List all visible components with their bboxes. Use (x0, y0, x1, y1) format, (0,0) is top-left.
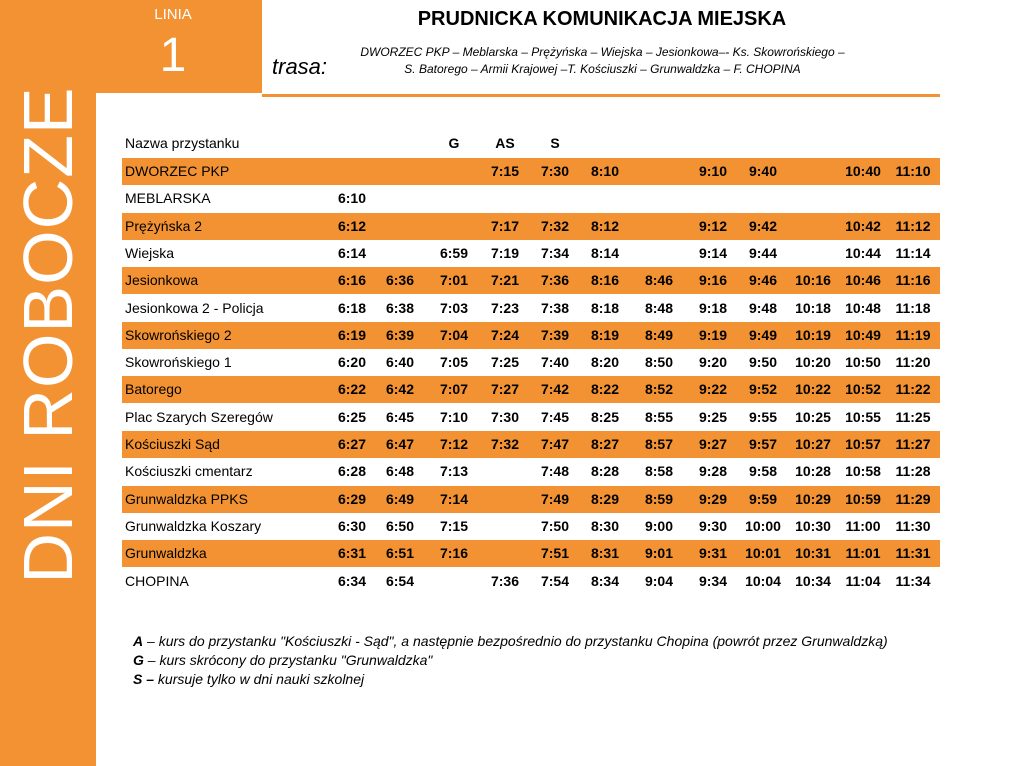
departure-time (378, 213, 422, 240)
departure-time: 7:25 (490, 354, 520, 371)
table-row (122, 513, 940, 540)
footnote (133, 651, 888, 670)
column-note (637, 130, 681, 157)
departure-time: 8:12 (590, 217, 620, 234)
stop-name: Kościuszki Sąd (125, 436, 220, 452)
column-note: AS (495, 135, 515, 151)
departure-time: 11:34 (895, 572, 931, 589)
column-note (691, 130, 735, 157)
departure-time: 7:40 (540, 354, 570, 371)
departure-time: 10:49 (845, 326, 881, 343)
company-title: PRUDNICKA KOMUNIKACJA MIEJSKA (417, 8, 787, 30)
departure-time: 7:36 (540, 272, 570, 289)
departure-time: 9:28 (698, 463, 728, 480)
departure-time (432, 568, 476, 595)
departure-time: 10:04 (745, 572, 781, 589)
table-row (122, 568, 940, 595)
departure-time: 10:29 (795, 490, 831, 507)
departure-time (637, 185, 681, 212)
departure-time: 11:29 (895, 490, 931, 507)
departure-time: 6:27 (337, 436, 367, 452)
departure-time: 8:31 (590, 545, 620, 562)
departure-time: 8:59 (644, 490, 674, 507)
departure-time: 9:10 (698, 163, 728, 179)
footnote (133, 670, 888, 689)
departure-time: 9:58 (748, 463, 778, 480)
departure-time: 9:01 (644, 545, 674, 562)
departure-time: 6:18 (337, 299, 367, 316)
departure-time: 10:01 (745, 545, 781, 562)
departure-time: 9:19 (698, 326, 728, 343)
departure-time: 8:49 (644, 326, 674, 343)
departure-time: 10:48 (845, 299, 881, 316)
departure-time: 8:34 (590, 572, 620, 589)
stop-name: MEBLARSKA (125, 190, 211, 207)
departure-time: 9:34 (698, 572, 728, 589)
departure-time: 7:14 (439, 490, 469, 507)
departure-time: 11:16 (895, 272, 931, 289)
departure-time: 10:25 (795, 408, 831, 425)
departure-time: 7:15 (439, 517, 469, 534)
departure-time: 7:21 (490, 272, 520, 289)
departure-time: 10:55 (845, 408, 881, 425)
stop-name: Skowrońskiego 1 (125, 354, 232, 371)
departure-time: 7:32 (490, 436, 520, 452)
footnote (133, 632, 888, 651)
departure-time: 10:42 (845, 217, 881, 234)
departure-time: 8:14 (590, 244, 620, 261)
column-note (330, 130, 374, 157)
footnotes (133, 632, 888, 689)
column-note (741, 130, 785, 157)
stop-name: Grunwaldzka Koszary (125, 517, 262, 534)
departure-time: 11:30 (895, 517, 931, 534)
table-row (122, 158, 940, 185)
departure-time: 9:59 (748, 490, 778, 507)
departure-time: 7:49 (540, 490, 570, 507)
departure-time: 11:00 (845, 517, 881, 534)
departure-time: 8:29 (590, 490, 620, 507)
footnote-key: G (133, 652, 144, 668)
departure-time: 9:18 (698, 299, 728, 316)
departure-time: 7:15 (490, 163, 520, 179)
departure-time: 11:27 (895, 436, 931, 452)
departure-time (891, 185, 935, 212)
departure-time: 6:49 (385, 490, 415, 507)
departure-time: 6:38 (385, 299, 415, 316)
departure-time: 10:40 (845, 163, 881, 179)
departure-time: 7:13 (439, 463, 469, 480)
departure-time: 7:24 (490, 326, 520, 343)
table-row (122, 185, 940, 212)
departure-time: 7:05 (439, 354, 469, 371)
table-row (122, 267, 940, 294)
departure-time: 6:59 (439, 244, 469, 261)
stop-column-header: Nazwa przystanku (125, 135, 240, 151)
departure-time: 6:40 (385, 354, 415, 371)
header-divider (262, 94, 940, 97)
side-band (0, 0, 96, 766)
departure-time: 7:36 (490, 572, 520, 589)
departure-time: 11:31 (895, 545, 931, 562)
table-row (122, 376, 940, 403)
departure-time: 6:51 (385, 545, 415, 562)
departure-time: 7:01 (439, 272, 469, 289)
route-line-1: DWORZEC PKP – Meblarska – Prężyńska – Wiejska – Jesionkowa–- Ks. Skowrońskiego – (360, 45, 845, 59)
departure-time: 6:34 (337, 572, 367, 589)
departure-time: 11:22 (895, 381, 931, 398)
table-header-row (122, 130, 940, 157)
departure-time: 6:14 (337, 244, 367, 261)
footnote-key: S – (133, 671, 155, 687)
departure-time: 10:31 (795, 545, 831, 562)
departure-time: 7:42 (540, 381, 570, 398)
departure-time (841, 185, 885, 212)
column-note (378, 130, 422, 157)
departure-time: 9:48 (748, 299, 778, 316)
departure-time: 10:44 (845, 244, 881, 261)
departure-time: 11:10 (895, 163, 931, 179)
departure-time: 8:58 (644, 463, 674, 480)
departure-time: 9:27 (698, 436, 728, 452)
departure-time: 7:47 (540, 436, 570, 452)
departure-time: 7:03 (439, 299, 469, 316)
column-note (891, 130, 935, 157)
departure-time: 6:42 (385, 381, 415, 398)
departure-time: 10:27 (795, 436, 831, 452)
stop-name: CHOPINA (125, 572, 189, 589)
table-row (122, 295, 940, 322)
column-note (841, 130, 885, 157)
departure-time: 7:12 (439, 436, 469, 452)
departure-time: 7:32 (540, 217, 570, 234)
departure-time: 6:30 (337, 517, 367, 534)
table-row (122, 458, 940, 485)
departure-time: 6:16 (337, 272, 367, 289)
departure-time: 11:04 (845, 572, 881, 589)
departure-time: 9:57 (748, 436, 778, 452)
departure-time (330, 158, 374, 185)
departure-time: 7:39 (540, 326, 570, 343)
stop-name: Wiejska (125, 244, 175, 261)
departure-time (791, 158, 835, 185)
departure-time: 6:39 (385, 326, 415, 343)
departure-time: 11:19 (895, 326, 931, 343)
table-row (122, 486, 940, 513)
departure-time: 6:22 (337, 381, 367, 398)
departure-time: 11:25 (895, 408, 931, 425)
departure-time: 8:50 (644, 354, 674, 371)
departure-time: 6:20 (337, 354, 367, 371)
departure-time: 8:19 (590, 326, 620, 343)
departure-time: 9:16 (698, 272, 728, 289)
departure-time (432, 213, 476, 240)
departure-time: 9:42 (748, 217, 778, 234)
departure-time: 11:18 (895, 299, 931, 316)
departure-time (483, 513, 527, 540)
departure-time: 8:25 (590, 408, 620, 425)
stop-name: Jesionkowa 2 - Policja (125, 299, 264, 316)
departure-time: 7:38 (540, 299, 570, 316)
departure-time (637, 158, 681, 185)
table-row (122, 540, 940, 567)
departure-time: 9:22 (698, 381, 728, 398)
departure-time (583, 185, 627, 212)
departure-time: 8:46 (644, 272, 674, 289)
departure-time: 7:54 (540, 572, 570, 589)
departure-time: 6:12 (337, 217, 367, 234)
departure-time: 6:36 (385, 272, 415, 289)
departure-time: 9:04 (644, 572, 674, 589)
departure-time: 7:27 (490, 381, 520, 398)
departure-time: 8:27 (590, 436, 620, 452)
route-description (335, 44, 870, 78)
stop-name: Jesionkowa (125, 272, 199, 289)
departure-time: 6:54 (385, 572, 415, 589)
departure-time: 9:44 (748, 244, 778, 261)
departure-time: 7:51 (540, 545, 570, 562)
departure-time: 9:46 (748, 272, 778, 289)
departure-time (637, 213, 681, 240)
footnote-text: – kurs skrócony do przystanku "Grunwaldzka" (143, 652, 433, 668)
footnote-key: A (133, 633, 144, 649)
stop-name: Grunwaldzka (125, 545, 207, 562)
departure-time: 10:20 (795, 354, 831, 371)
departure-time (791, 240, 835, 267)
departure-time (483, 540, 527, 567)
departure-time: 7:30 (490, 408, 520, 425)
departure-time: 9:00 (644, 517, 674, 534)
departure-time: 9:49 (748, 326, 778, 343)
departure-time: 9:52 (748, 381, 778, 398)
departure-time: 8:10 (590, 163, 620, 179)
departure-time: 11:01 (845, 545, 881, 562)
departure-time (483, 458, 527, 485)
stop-name: Prężyńska 2 (125, 217, 203, 234)
day-type-title: DNI ROBOCZE (9, 86, 87, 584)
departure-time: 6:25 (337, 408, 367, 425)
departure-time: 7:48 (540, 463, 570, 480)
departure-time: 9:55 (748, 408, 778, 425)
stop-name: Grunwaldzka PPKS (125, 490, 248, 507)
departure-time (483, 185, 527, 212)
departure-time: 9:20 (698, 354, 728, 371)
departure-time (533, 185, 577, 212)
departure-time: 7:30 (540, 163, 570, 179)
departure-time: 8:57 (644, 436, 674, 452)
departure-time: 6:19 (337, 326, 367, 343)
departure-time: 8:55 (644, 408, 674, 425)
departure-time: 8:28 (590, 463, 620, 480)
departure-time (691, 185, 735, 212)
departure-time: 7:17 (490, 217, 520, 234)
departure-time: 10:59 (845, 490, 881, 507)
column-note: G (448, 135, 460, 151)
departure-time (378, 185, 422, 212)
departure-time: 6:31 (337, 545, 367, 562)
departure-time: 6:50 (385, 517, 415, 534)
departure-time: 7:34 (540, 244, 570, 261)
departure-time: 10:28 (795, 463, 831, 480)
departure-time (432, 185, 476, 212)
departure-time (378, 158, 422, 185)
departure-time: 6:47 (385, 436, 415, 452)
departure-time: 9:12 (698, 217, 728, 234)
stop-name: Batorego (125, 381, 182, 398)
departure-time: 10:58 (845, 463, 881, 480)
departure-time: 8:30 (590, 517, 620, 534)
departure-time: 9:31 (698, 545, 728, 562)
line-number: 1 (159, 29, 187, 82)
departure-time: 9:40 (748, 163, 778, 179)
departure-time: 6:48 (385, 463, 415, 480)
departure-time: 7:45 (540, 408, 570, 425)
departure-time: 10:30 (795, 517, 831, 534)
departure-time: 7:10 (439, 408, 469, 425)
stop-name: Kościuszki cmentarz (125, 463, 253, 480)
departure-time: 6:45 (385, 408, 415, 425)
route-label: trasa: (272, 54, 328, 79)
column-note (583, 130, 627, 157)
departure-time: 6:10 (337, 190, 367, 207)
departure-time: 10:46 (845, 272, 881, 289)
departure-time: 8:48 (644, 299, 674, 316)
table-row (122, 431, 940, 458)
departure-time (741, 185, 785, 212)
stop-name: Skowrońskiego 2 (125, 326, 232, 343)
departure-time (483, 486, 527, 513)
route-line-2: S. Batorego – Armii Krajowej –T. Kościuszki – Grunwaldzka – F. CHOPINA (404, 62, 801, 76)
departure-time: 9:50 (748, 354, 778, 371)
departure-time: 10:18 (795, 299, 831, 316)
column-note: S (550, 135, 560, 151)
departure-time (637, 240, 681, 267)
departure-time: 11:20 (895, 354, 931, 371)
departure-time: 9:30 (698, 517, 728, 534)
departure-time: 9:14 (698, 244, 728, 261)
departure-time: 10:52 (845, 381, 881, 398)
table-row (122, 349, 940, 376)
stop-name: DWORZEC PKP (125, 163, 230, 179)
departure-time (432, 158, 476, 185)
line-label: LINIA (154, 6, 192, 23)
departure-time (791, 185, 835, 212)
departure-time: 11:14 (895, 244, 931, 261)
departure-time: 10:57 (845, 436, 881, 452)
departure-time: 10:50 (845, 354, 881, 371)
departure-time: 7:23 (490, 299, 520, 316)
departure-time (791, 213, 835, 240)
table-row (122, 213, 940, 240)
departure-time (378, 240, 422, 267)
departure-time: 8:20 (590, 354, 620, 371)
departure-time: 8:18 (590, 299, 620, 316)
departure-time: 10:34 (795, 572, 831, 589)
departure-time: 7:16 (439, 545, 469, 562)
departure-time: 6:28 (337, 463, 367, 480)
departure-time: 7:19 (490, 244, 520, 261)
departure-time: 10:16 (795, 272, 831, 289)
departure-time: 11:28 (895, 463, 931, 480)
departure-time: 8:22 (590, 381, 620, 398)
footnote-text: – kurs do przystanku "Kościuszki - Sąd", a następnie bezpośrednio do przystanku Chopina (powrót przez Grunwaldzką) (143, 633, 888, 649)
table-row (122, 404, 940, 431)
stop-name: Plac Szarych Szeregów (125, 408, 273, 425)
departure-time: 8:16 (590, 272, 620, 289)
table-row (122, 240, 940, 267)
departure-time: 7:50 (540, 517, 570, 534)
column-note (791, 130, 835, 157)
table-row (122, 322, 940, 349)
departure-time: 6:29 (337, 490, 367, 507)
departure-time: 8:52 (644, 381, 674, 398)
departure-time: 10:00 (745, 517, 781, 534)
departure-time: 9:29 (698, 490, 728, 507)
departure-time: 7:04 (439, 326, 469, 343)
footnote-text: kursuje tylko w dni nauki szkolnej (154, 671, 365, 687)
departure-time: 10:19 (795, 326, 831, 343)
departure-time: 10:22 (795, 381, 831, 398)
departure-time: 7:07 (439, 381, 469, 398)
departure-time: 11:12 (895, 217, 931, 234)
departure-time: 9:25 (698, 408, 728, 425)
